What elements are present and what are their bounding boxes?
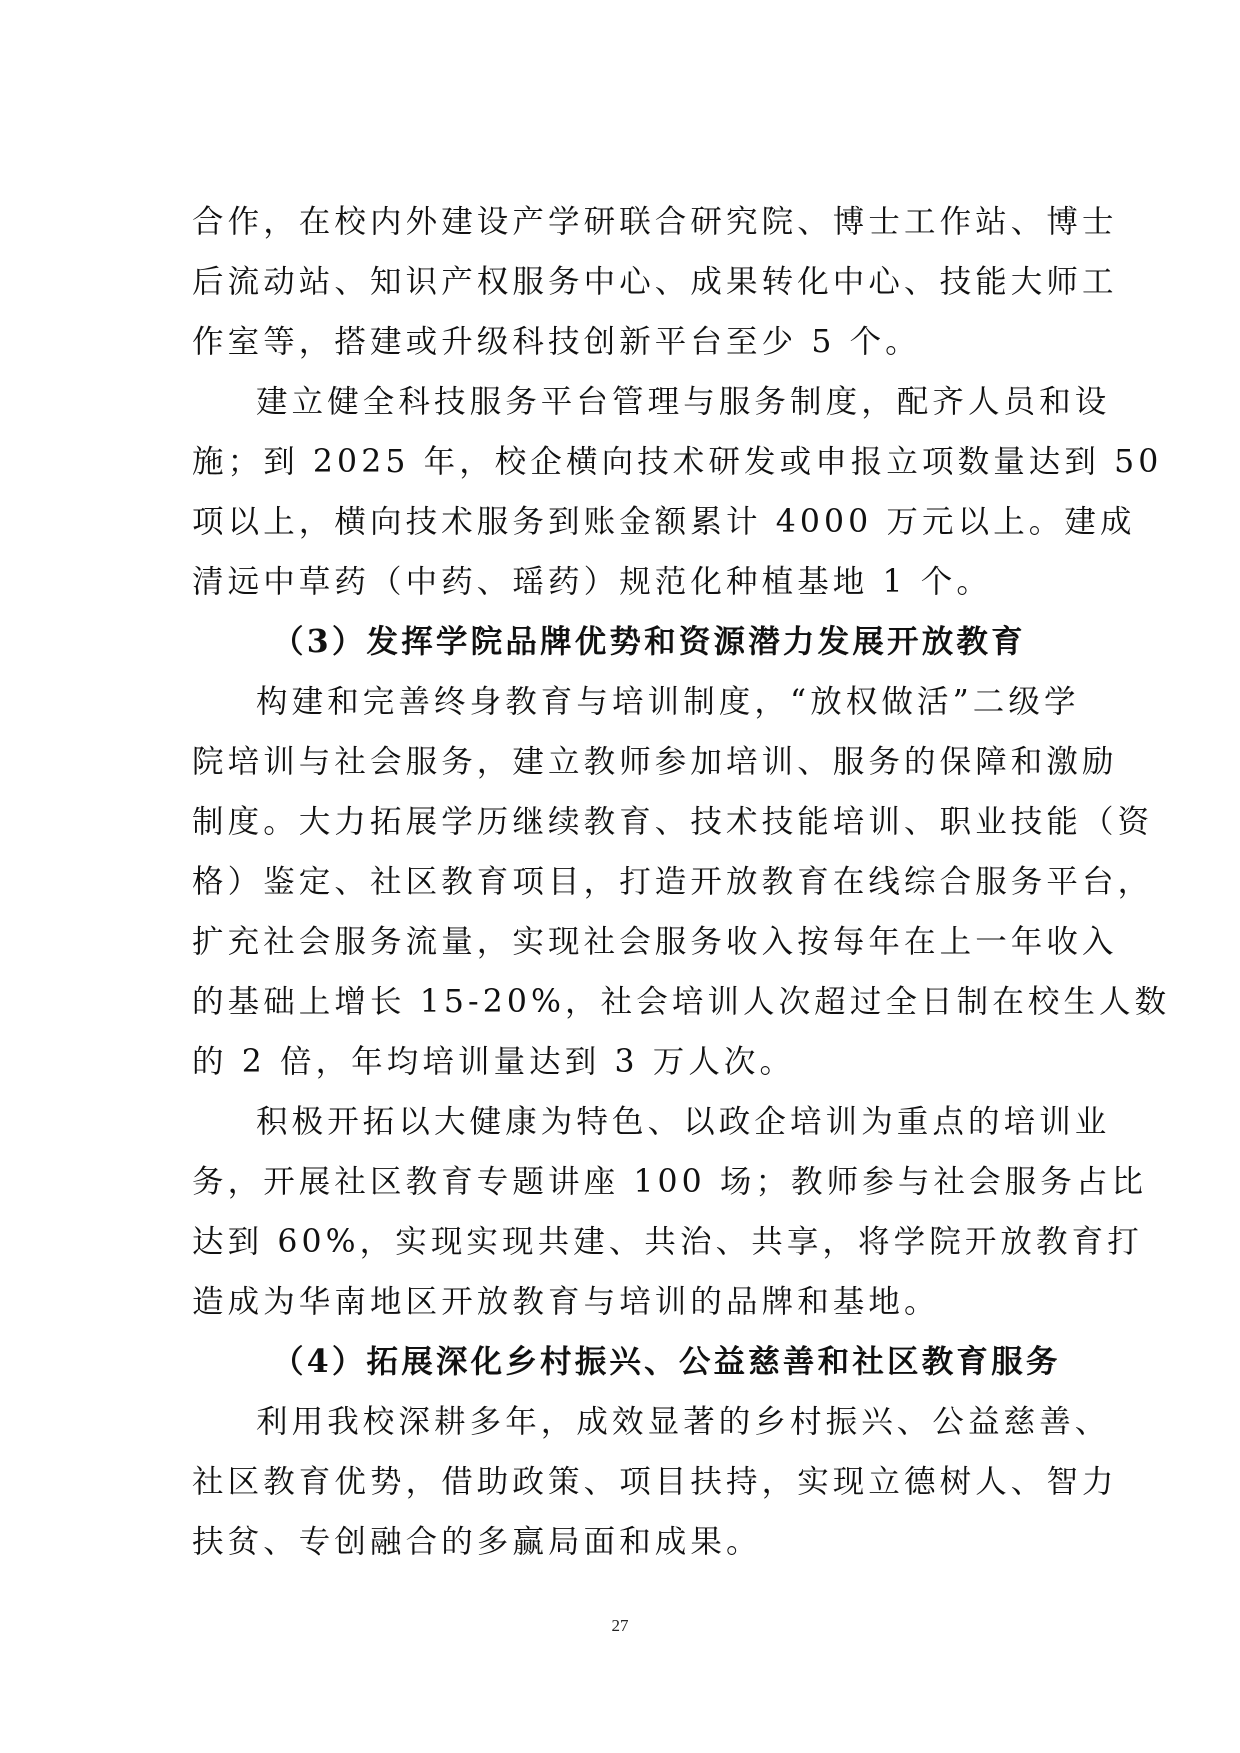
section-heading-rural-revitalization: （4）拓展深化乡村振兴、公益慈善和社区教育服务 [272, 1343, 1061, 1380]
text-line: 建立健全科技服务平台管理与服务制度，配齐人员和设 [256, 384, 1111, 420]
paragraph-rural-charity [192, 1392, 1118, 1572]
text-line: 务，开展社区教育专题讲座 100 场；教师参与社会服务占比 [192, 1164, 1148, 1200]
text-line: 达到 60%，实现实现共建、共治、共享，将学院开放教育打 [192, 1224, 1143, 1260]
paragraph-service-system [192, 372, 1163, 612]
page-number: 27 [611, 1616, 629, 1635]
text-line: 扩充社会服务流量，实现社会服务收入按每年在上一年收入 [192, 924, 1118, 960]
paragraph-lifelong-education [192, 672, 1171, 1092]
text-line: 利用我校深耕多年，成效显著的乡村振兴、公益慈善、 [256, 1404, 1111, 1440]
text-line: 后流动站、知识产权服务中心、成果转化中心、技能大师工 [192, 264, 1118, 300]
text-line: 造成为华南地区开放教育与培训的品牌和基地。 [192, 1284, 940, 1320]
text-line: 项以上，横向技术服务到账金额累计 4000 万元以上。建成 [192, 504, 1136, 540]
text-line: 构建和完善终身教育与培训制度，“放权做活”二级学 [256, 684, 1080, 720]
text-line: 院培训与社会服务，建立教师参加培训、服务的保障和激励 [192, 744, 1118, 780]
text-line: 的 2 倍，年均培训量达到 3 万人次。 [192, 1044, 796, 1080]
paragraph-platforms [192, 192, 1118, 372]
text-line: 合作，在校内外建设产学研联合研究院、博士工作站、博士 [192, 204, 1118, 240]
paragraph-health-training [192, 1092, 1148, 1332]
text-line: 施；到 2025 年，校企横向技术研发或申报立项数量达到 50 [192, 444, 1163, 480]
text-line: 的基础上增长 15-20%，社会培训人次超过全日制在校生人数 [192, 984, 1171, 1020]
text-line: 清远中草药（中药、瑶药）规范化种植基地 1 个。 [192, 564, 992, 600]
text-line: 格）鉴定、社区教育项目，打造开放教育在线综合服务平台， [192, 864, 1154, 900]
section-heading-open-education: （3）发挥学院品牌优势和资源潜力发展开放教育 [272, 623, 1026, 660]
text-line: 作室等，搭建或升级科技创新平台至少 5 个。 [192, 324, 921, 360]
text-line: 社区教育优势，借助政策、项目扶持，实现立德树人、智力 [192, 1464, 1118, 1500]
text-line: 积极开拓以大健康为特色、以政企培训为重点的培训业 [256, 1104, 1111, 1140]
text-line: 制度。大力拓展学历继续教育、技术技能培训、职业技能（资 [192, 804, 1154, 840]
document-body [192, 192, 1171, 1572]
text-line: 扶贫、专创融合的多赢局面和成果。 [192, 1524, 762, 1560]
